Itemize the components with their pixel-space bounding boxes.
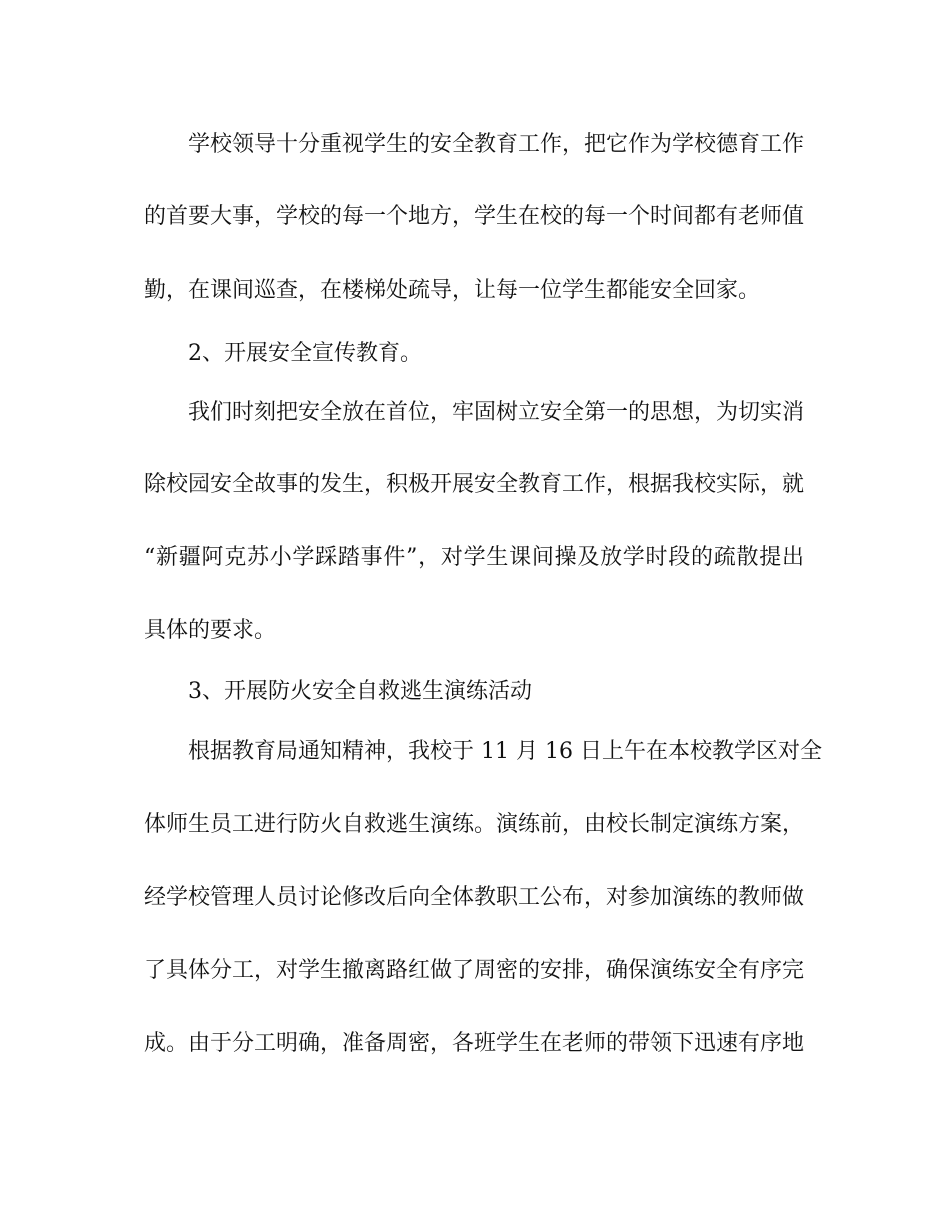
paragraph-3-line-1: 根据教育局通知精神，我校于 11 月 16 日上午在本校教学区对全 bbox=[188, 739, 822, 764]
paragraph-1-line-1: 学校领导十分重视学生的安全教育工作，把它作为学校德育工作 bbox=[188, 132, 805, 157]
paragraph-1-line-2: 的首要大事，学校的每一个地方，学生在校的每一个时间都有老师值 bbox=[144, 204, 805, 229]
paragraph-2-line-4: 具体的要求。 bbox=[144, 618, 277, 643]
section-heading-2: 2、开展安全宣传教育。 bbox=[188, 341, 422, 366]
paragraph-3-line-4: 了具体分工，对学生撤离路红做了周密的安排，确保演练安全有序完 bbox=[144, 958, 805, 983]
paragraph-2-line-3: “新疆阿克苏小学踩踏事件”，对学生课间操及放学时段的疏散提出 bbox=[144, 545, 804, 570]
paragraph-2-line-2: 除校园安全故事的发生，积极开展安全教育工作，根据我校实际，就 bbox=[144, 472, 805, 497]
paragraph-3-line-3: 经学校管理人员讨论修改后向全体教职工公布，对参加演练的教师做 bbox=[144, 885, 805, 910]
paragraph-3-line-2: 体师生员工进行防火自救逃生演练。演练前，由校长制定演练方案， bbox=[144, 812, 805, 837]
paragraph-2-line-1: 我们时刻把安全放在首位，牢固树立安全第一的思想，为切实消 bbox=[188, 400, 805, 425]
section-heading-3: 3、开展防火安全自救逃生演练活动 bbox=[188, 679, 532, 704]
paragraph-3-line-5: 成。由于分工明确，准备周密，各班学生在老师的带领下迅速有序地 bbox=[144, 1031, 805, 1056]
paragraph-1-line-3: 勤，在课间巡查，在楼梯处疏导，让每一位学生都能安全回家。 bbox=[144, 278, 761, 303]
